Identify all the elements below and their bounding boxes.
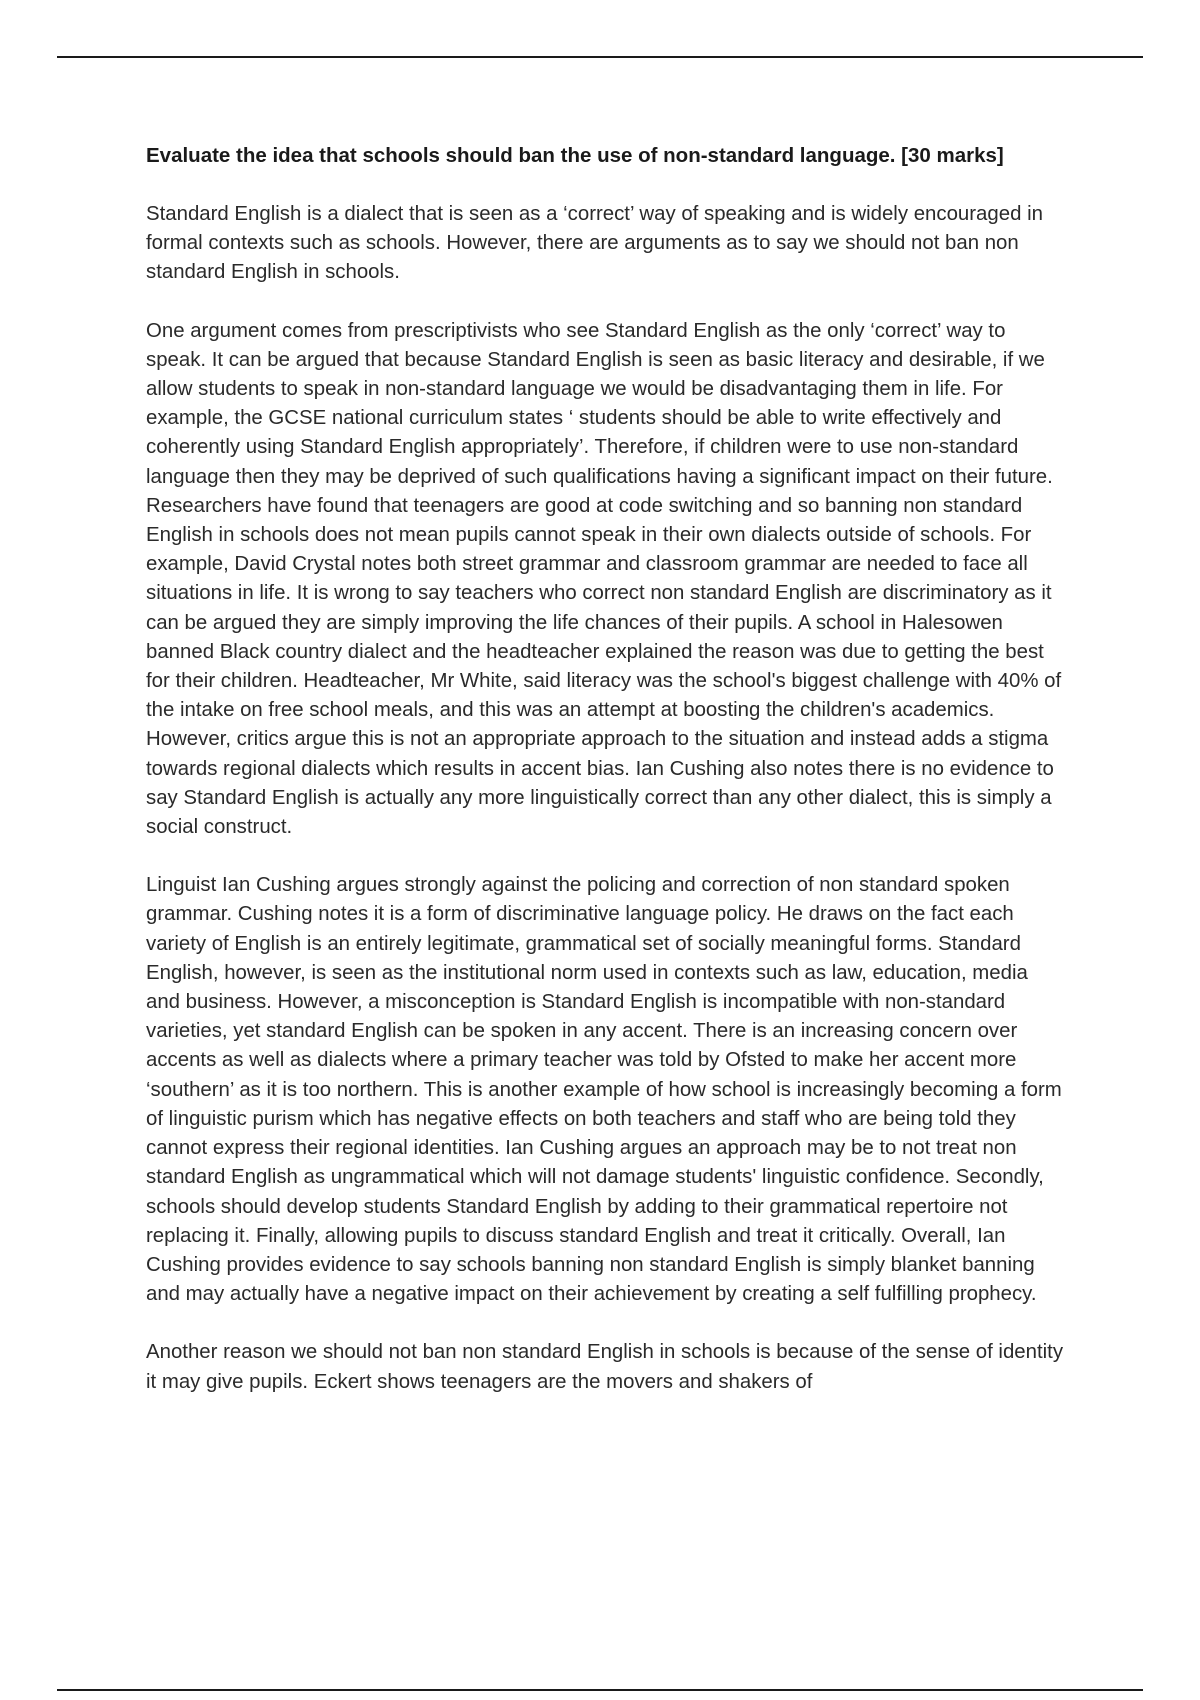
- top-rule: [57, 56, 1143, 58]
- paragraph-cushing-argument: Linguist Ian Cushing argues strongly against the policing and correction of non standard spoken grammar. Cushing notes it is a form of discriminative language policy. He draws on the fact each variety of English is an entirely legitimate, grammatical set of socially meaningful forms. Standard English, however, is seen as the institutional norm used in contexts such as law, education, media and business. However, a misconception is Standard English is incompatible with non-standard varieties, yet standard English can be spoken in any accent. There is an increasing concern over accents as well as dialects where a primary teacher was told by Ofsted to make her accent more ‘southern’ as it is too northern. This is another example of how school is increasingly becoming a form of linguistic purism which has negative effects on both teachers and staff who are being told they cannot express their regional identities. Ian Cushing argues an approach may be to not treat non standard English as ungrammatical which will not damage students' linguistic confidence. Secondly, schools should develop students Standard English by adding to their grammatical repertoire not replacing it. Finally, allowing pupils to discuss standard English and treat it critically. Overall, Ian Cushing provides evidence to say schools banning non standard English is simply blanket banning and may actually have a negative impact on their achievement by creating a self fulfilling prophecy.: [146, 874, 1062, 1306]
- paragraph-introduction: Standard English is a dialect that is seen as a ‘correct’ way of speaking and is widely encouraged in formal contexts such as schools. However, there are arguments as to say we should not ban non standard English in schools.: [146, 203, 1043, 284]
- paragraph-identity-argument: Another reason we should not ban non standard English in schools is because of the sense of identity it may give pupils. Eckert shows teenagers are the movers and shakers of: [146, 1341, 1064, 1393]
- essay-question-title: Evaluate the idea that schools should ban the use of non-standard language. [30 marks]: [146, 144, 1004, 167]
- paragraph-prescriptivist-argument: One argument comes from prescriptivists who see Standard English as the only ‘correct’ way to speak. It can be argued that because Standard English is seen as basic literacy and desirable, if we allow students to speak in non-standard language we would be disadvantaging them in life. For example, the GCSE national curriculum states ‘ students should be able to write effectively and coherently using Standard English appropriately’. Therefore, if children were to use non-standard language then they may be deprived of such qualifications having a significant impact on their future. Researchers have found that teenagers are good at code switching and so banning non standard English in schools does not mean pupils cannot speak in their own dialects outside of schools. For example, David Crystal notes both street grammar and classroom grammar are needed to face all situations in life. It is wrong to say teachers who correct non standard English are discriminatory as it can be argued they are simply improving the life chances of their pupils. A school in Halesowen banned Black country dialect and the headteacher explained the reason was due to getting the best for their children. Headteacher, Mr White, said literacy was the school's biggest challenge with 40% of the intake on free school meals, and this was an attempt at boosting the children's academics. However, critics argue this is not an appropriate approach to the situation and instead adds a stigma towards regional dialects which results in accent bias. Ian Cushing also notes there is no evidence to say Standard English is actually any more linguistically correct than any other dialect, this is simply a social construct.: [146, 319, 1062, 839]
- document-body: [146, 142, 1064, 1426]
- bottom-rule: [57, 1689, 1143, 1691]
